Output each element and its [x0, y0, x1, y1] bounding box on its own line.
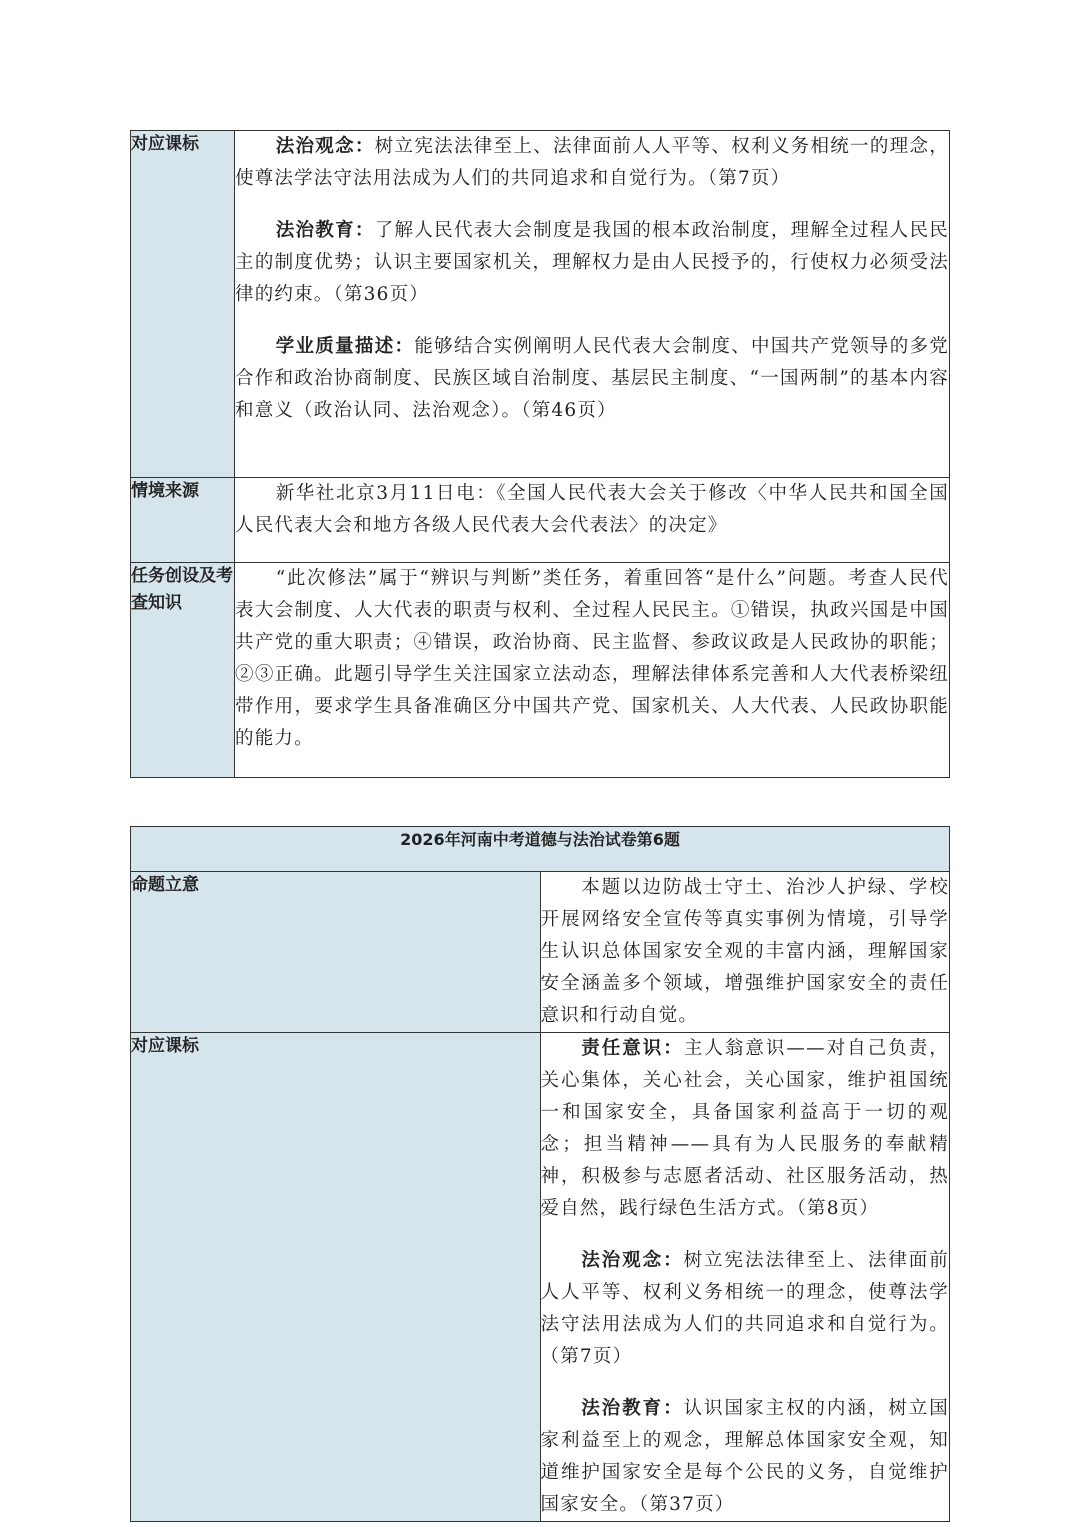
row-label: 对应课标 — [131, 131, 235, 478]
row-label: 命题立意 — [131, 872, 541, 1033]
paragraph-term: 法治教育： — [275, 220, 375, 241]
table-row — [131, 478, 950, 563]
standards-table-1 — [130, 130, 950, 778]
table-row — [131, 872, 950, 1033]
paragraph-text: 本题以边防战士守土、治沙人护绿、学校开展网络安全宣传等真实事例为情境，引导学生认识总体国家安全观的丰富内涵，理解国家安全涵盖多个领域，增强维护国家安全的责任意识和行动自觉。 — [540, 877, 949, 1026]
row-label: 任务创设及考查知识 — [131, 563, 235, 778]
table-row — [131, 1033, 950, 1522]
paragraph — [541, 1245, 950, 1373]
row-content — [540, 872, 950, 1033]
row-label: 对应课标 — [131, 1033, 541, 1522]
table-header-row — [131, 827, 950, 872]
paragraph-term: 法治观念： — [581, 1250, 684, 1271]
paragraph-term: 学业质量描述： — [275, 336, 415, 357]
paragraph-term: 法治教育： — [581, 1398, 684, 1419]
paragraph — [541, 872, 950, 1032]
paragraph-text: 新华社北京3月11日电：《全国人民代表大会关于修改〈中华人民共和国全国人民代表大会和地方各级人民代表大会代表法〉的决定》 — [235, 483, 949, 536]
paragraph-term: 责任意识： — [581, 1038, 684, 1059]
paragraph-text: “此次修法”属于“辨识与判断”类任务，着重回答“是什么”问题。考查人民代表大会制度、人大代表的职责与权利、全过程人民民主。①错误，执政兴国是中国共产党的重大职责；④错误，政治协商、民主监督、参政议政是人民政协的职能；②③正确。此题引导学生关注国家立法动态，理解法律体系完善和人大代表桥梁纽带作用，要求学生具备准确区分中国共产党、国家机关、人大代表、人民政协职能的能力。 — [235, 568, 949, 749]
paragraph-text: 树立宪法法律至上、法律面前人人平等、权利义务相统一的理念，使尊法学法守法用法成为人们的共同追求和自觉行为。（第7页） — [540, 1250, 949, 1367]
paragraph — [541, 1393, 950, 1521]
row-content — [235, 478, 950, 563]
paragraph-text: 树立宪法法律至上、法律面前人人平等、权利义务相统一的理念，使尊法学法守法用法成为人们的共同追求和自觉行为。（第7页） — [235, 136, 949, 189]
paragraph — [235, 563, 949, 755]
row-content — [235, 131, 950, 478]
paragraph-text: 主人翁意识——对自己负责，关心集体，关心社会，关心国家，维护祖国统一和国家安全，具备国家利益高于一切的观念；担当精神——具有为人民服务的奉献精神，积极参与志愿者活动、社区服务活动，热爱自然，践行绿色生活方式。（第8页） — [540, 1038, 949, 1219]
paragraph-term: 法治观念： — [275, 136, 375, 157]
table-row — [131, 563, 950, 778]
paragraph-text: 能够结合实例阐明人民代表大会制度、中国共产党领导的多党合作和政治协商制度、民族区域自治制度、基层民主制度、“一国两制”的基本内容和意义（政治认同、法治观念）。（第46页） — [235, 336, 950, 421]
table-row — [131, 131, 950, 478]
paragraph — [235, 131, 949, 195]
paragraph — [541, 1033, 950, 1225]
paragraph-text: 了解人民代表大会制度是我国的根本政治制度，理解全过程人民民主的制度优势；认识主要国家机关，理解权力是由人民授予的，行使权力必须受法律的约束。（第36页） — [235, 220, 949, 305]
paragraph — [235, 478, 949, 542]
row-content — [540, 1033, 950, 1522]
paragraph — [235, 331, 949, 427]
paragraph — [235, 215, 949, 311]
standards-table-2 — [130, 826, 950, 1522]
row-label: 情境来源 — [131, 478, 235, 563]
table-title: 2026年河南中考道德与法治试卷第6题 — [131, 827, 950, 872]
paragraph-text: 认识国家主权的内涵，树立国家利益至上的观念，理解总体国家安全观，知道维护国家安全是每个公民的义务，自觉维护国家安全。（第37页） — [540, 1398, 949, 1515]
row-content — [235, 563, 950, 778]
